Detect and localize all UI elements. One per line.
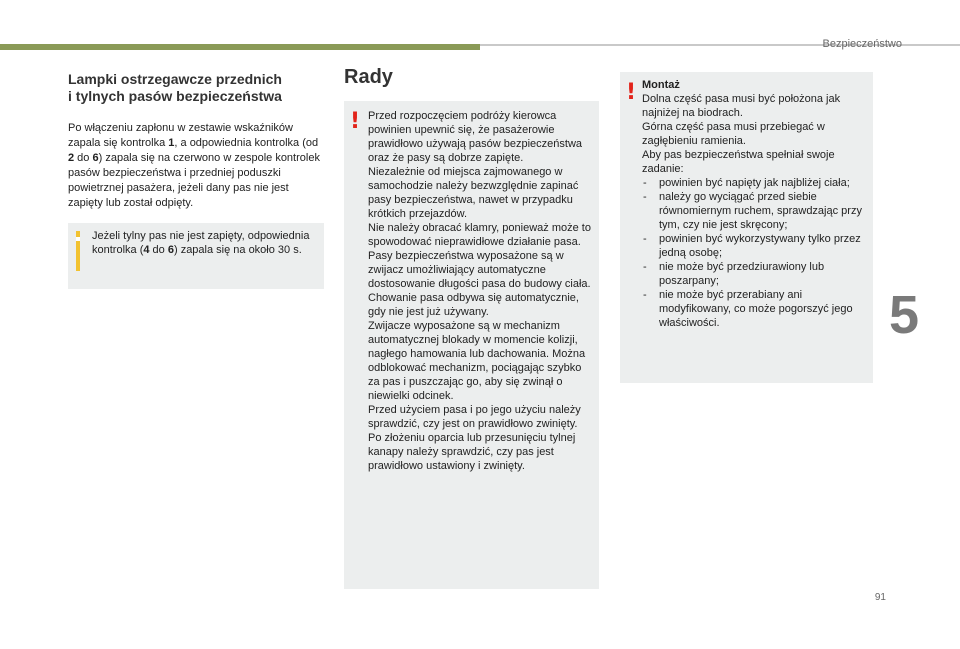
text-run: , a odpowiednia kontrolka (od [174, 137, 319, 149]
list-item: - powinien być wykorzystywany tylko przez jedną osobę; [642, 232, 869, 260]
warning-box-usage [344, 101, 599, 589]
page-number: 91 [874, 592, 886, 603]
text-run: Po włączeniu zapłonu w zestawie wskaźników zapala się kontrolka [68, 122, 293, 149]
info-icon [76, 231, 80, 271]
heading-line-2: i tylnych pasów bezpieczeństwa [68, 88, 282, 104]
warning-box-mounting [620, 72, 873, 383]
indicator-ref: 6 [167, 244, 174, 256]
left-column [68, 71, 324, 211]
list-item: - należy go wyciągać przed siebie równomiernym ruchem, sprawdzając przy tym, czy nie jest skręcony; [642, 190, 869, 232]
intro-paragraph [68, 121, 324, 211]
list-item: - nie może być przedziurawiony lub poszarpany; [642, 260, 869, 288]
list-item: - powinien być napięty jak najbliżej ciała; [642, 176, 869, 190]
text-run: do [74, 152, 93, 164]
text-run: ) zapala się na około 30 s. [173, 244, 302, 256]
chapter-number: 5 [889, 285, 920, 345]
section-name: Bezpieczeństwo [822, 38, 902, 50]
mounting-text: Dolna część pasa musi być położona jak najniżej na biodrach. Górna część pasa musi przebiegać w zagłębieniu ramienia. Aby pas bezpieczeństwa spełniał swoje zadanie: [642, 93, 841, 175]
indicator-ref: 1 [168, 137, 175, 149]
mounting-list [642, 176, 869, 330]
text-run: do [149, 244, 168, 256]
text-run: Jeżeli tylny pas nie jest zapięty, odpowiednia kontrolka ( [92, 230, 310, 256]
text-run: ) zapala się na czerwono w zespole kontrolek pasów bezpieczeństwa i przedniej poduszki powietrznej pasażera, jeżeli dany pas nie jest zapięty lub został odpięty. [68, 152, 320, 209]
mounting-title: Montaż [642, 79, 680, 91]
heading-line-1: Lampki ostrzegawcze przednich [68, 71, 282, 87]
indicator-ref: 6 [92, 152, 99, 164]
warning-icon: ! [626, 80, 637, 105]
indicator-ref: 2 [68, 152, 75, 164]
info-note-box [68, 223, 324, 289]
list-item: - nie może być przerabiany ani modyfikowany, co może pogorszyć jego właściwości. [642, 288, 869, 330]
tips-title: Rady [344, 66, 393, 88]
section-heading [68, 71, 324, 105]
indicator-ref: 4 [143, 244, 150, 256]
header-accent-bar [0, 44, 480, 50]
warning-icon: ! [350, 109, 361, 134]
warning-text: Przed rozpoczęciem podróży kierowca powinien upewnić się, że pasażerowie prawidłowo używają pasów bezpieczeństwa oraz że pasy są dobrze zapięte. Niezależnie od miejsca zajmowanego w samochodzie należy bezwzględnie zapinać pasy bezpieczeństwa, nawet w przypadku krótkich przejazdów. Nie należy obracać klamry, ponieważ może to spowodować nieprawidłowe działanie pasa. Pasy bezpieczeństwa wyposażone są w zwijacz umożliwiający automatyczne dostosowanie długości pasa do budowy ciała. Chowanie pasa odbywa się automatycznie, gdy nie jest już używany. Zwijacze wyposażone są w mechanizm automatycznej blokady w momencie kolizji, nagłego hamowania lub dachowania. Można odblokować mechanizm, pociągając szybko za pas i puszczając go, aby się zwinął o niewielki odcinek. Przed użyciem pasa i po jego użyciu należy sprawdzić, czy jest on prawidłowo zwinięty. Po złożeniu oparcia lub przesunięciu tylnej kanapy należy sprawdzić, czy pas jest prawidłowo ustawiony i zwinięty. [368, 110, 591, 472]
